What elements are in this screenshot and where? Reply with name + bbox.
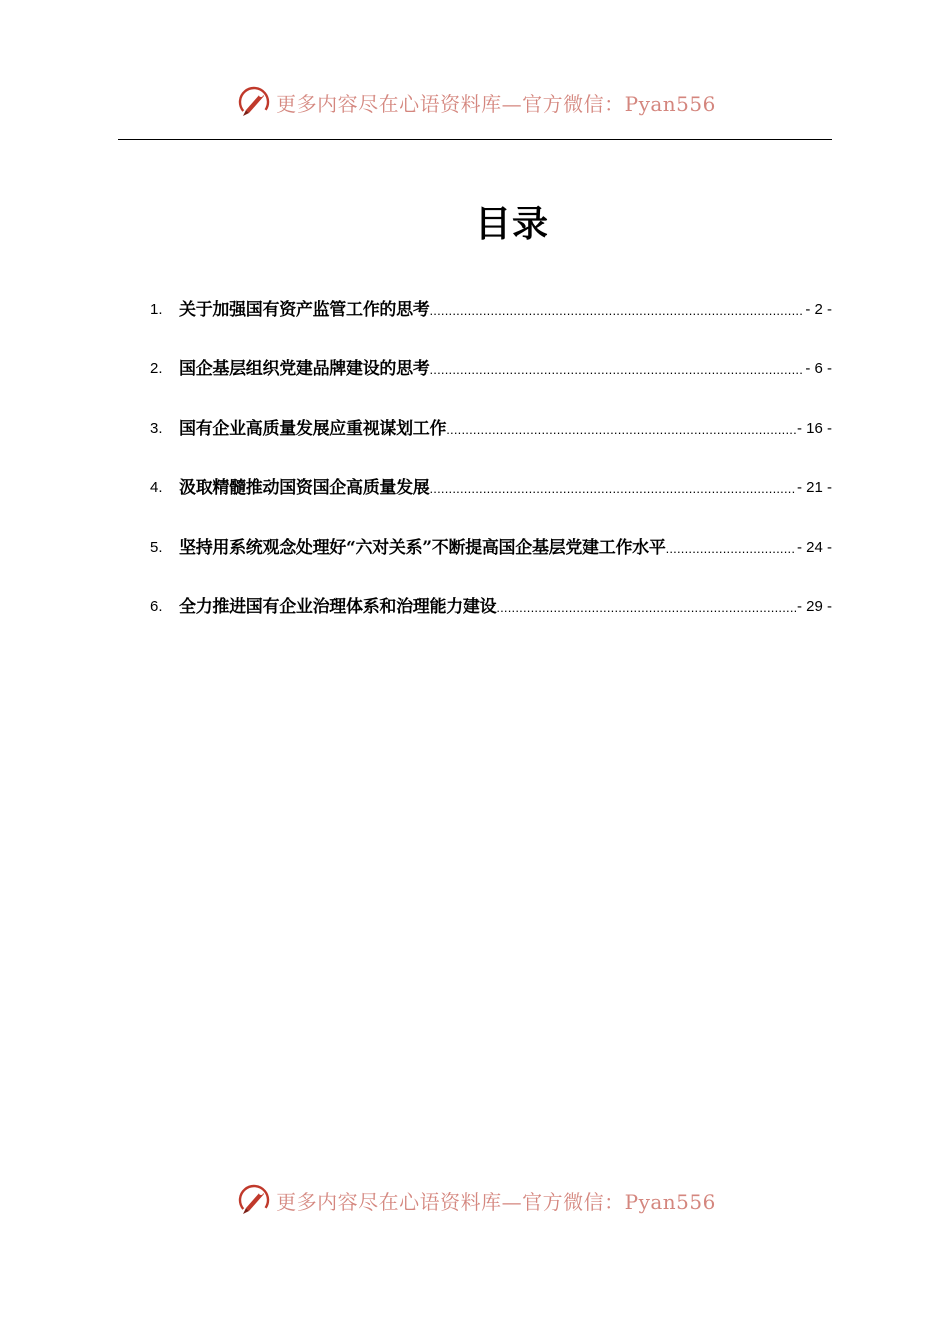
toc-dot-leader	[430, 474, 796, 504]
toc-entry-page: - 29 -	[796, 597, 832, 615]
toc-entry-page: - 24 -	[796, 538, 832, 556]
toc-entry-6[interactable]	[150, 593, 832, 652]
toc-dot-leader	[496, 593, 796, 623]
toc-entry-title: 汲取精髓推动国资国企高质量发展	[179, 478, 430, 499]
toc-entry-number: 1.	[150, 301, 163, 318]
toc-dot-leader	[446, 415, 796, 445]
header-divider	[118, 139, 832, 140]
toc-entry-page: - 21 -	[796, 479, 832, 497]
toc-entry-4[interactable]	[150, 474, 832, 533]
toc-entry-3[interactable]	[150, 415, 832, 474]
table-of-contents	[150, 296, 832, 652]
pen-logo-icon	[234, 1180, 274, 1220]
toc-entry-title: 关于加强国有资产监管工作的思考	[179, 300, 430, 320]
toc-entry-title: 坚持用系统观念处理好“六对关系”不断提高国企基层党建工作水平	[179, 537, 666, 558]
toc-entry-number: 4.	[150, 479, 163, 497]
pen-logo-icon	[234, 82, 274, 122]
header-banner	[0, 82, 950, 122]
toc-dot-leader	[430, 296, 805, 326]
toc-dot-leader	[430, 355, 805, 385]
toc-entry-2[interactable]	[150, 355, 832, 414]
toc-entry-page: - 16 -	[796, 419, 832, 437]
toc-entry-5[interactable]	[150, 534, 832, 593]
toc-entry-title: 国企基层组织党建品牌建设的思考	[179, 359, 430, 380]
footer-banner-text: 更多内容尽在心语资料库—官方微信：Pyan556	[276, 1189, 716, 1214]
header-banner-text: 更多内容尽在心语资料库—官方微信：Pyan556	[276, 91, 716, 116]
toc-entry-number: 5.	[150, 538, 163, 556]
toc-dot-leader	[666, 534, 796, 564]
toc-entry-number: 6.	[150, 597, 163, 615]
toc-entry-page: - 6 -	[805, 360, 832, 378]
toc-entry-page: - 2 -	[805, 301, 832, 318]
toc-entry-number: 2.	[150, 360, 163, 378]
toc-entry-1[interactable]	[150, 296, 832, 355]
footer-banner	[0, 1180, 950, 1220]
page-title: 目录	[474, 204, 549, 245]
toc-entry-title: 全力推进国有企业治理体系和治理能力建设	[179, 596, 497, 617]
toc-entry-number: 3.	[150, 419, 163, 437]
toc-entry-title: 国有企业高质量发展应重视谋划工作	[179, 418, 447, 439]
